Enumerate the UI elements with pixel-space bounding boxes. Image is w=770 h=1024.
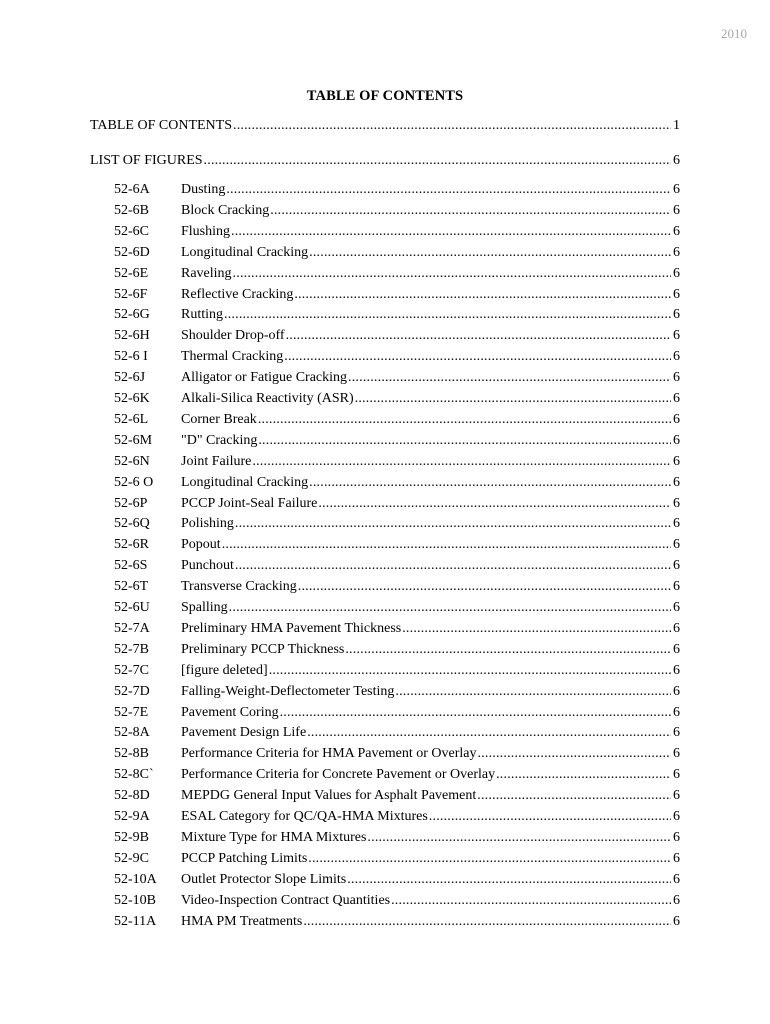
toc-entry-label: LIST OF FIGURES: [90, 153, 203, 168]
dot-leader: [309, 475, 671, 491]
figure-number: 52-6Q: [114, 516, 150, 532]
dot-leader: [496, 767, 671, 783]
figure-number: 52-6 O: [114, 474, 154, 490]
figure-label: Rutting: [181, 307, 224, 323]
dot-leader: [307, 725, 671, 741]
figure-number: 52-7E: [114, 704, 149, 720]
figure-number: 52-6P: [114, 495, 148, 511]
figure-page: 6: [673, 370, 680, 386]
figure-page: 6: [673, 182, 680, 197]
dot-leader: [284, 349, 671, 365]
figure-number: 52-7D: [114, 683, 150, 699]
figure-label: "D" Cracking: [181, 432, 258, 448]
dot-leader: [235, 558, 671, 574]
figure-entry[interactable]: [114, 914, 680, 932]
figure-page: 6: [673, 411, 680, 427]
dot-leader: [345, 642, 671, 658]
figure-entry[interactable]: [114, 266, 680, 284]
figure-label: HMA PM Treatments: [181, 913, 303, 929]
figure-page: 6: [673, 579, 680, 595]
figure-entry[interactable]: [114, 767, 680, 785]
figure-entry[interactable]: [114, 287, 680, 305]
figure-page: 6: [673, 328, 680, 344]
figure-page: 6: [673, 871, 680, 887]
figure-page: 6: [673, 244, 680, 260]
figure-page: 6: [673, 453, 680, 469]
figure-number: 52-6G: [114, 307, 150, 323]
figure-label: Alligator or Fatigue Cracking: [181, 370, 348, 386]
dot-leader: [226, 182, 671, 198]
figure-label: [figure deleted]: [181, 662, 268, 678]
figure-number: 52-7C: [114, 662, 149, 678]
figure-label: Polishing: [181, 516, 234, 532]
figure-label: Performance Criteria for HMA Pavement or Overlay: [181, 746, 477, 762]
figure-page: 6: [673, 307, 680, 323]
figure-entry[interactable]: [114, 433, 680, 451]
figure-entry[interactable]: [114, 663, 680, 681]
figure-entry[interactable]: [114, 600, 680, 618]
dot-leader: [429, 809, 671, 825]
figure-entry[interactable]: [114, 537, 680, 555]
dot-leader: [233, 118, 671, 134]
figure-label: Joint Failure: [181, 453, 252, 469]
figure-entry[interactable]: [114, 684, 680, 702]
dot-leader: [204, 153, 671, 169]
figure-number: 52-7B: [114, 641, 149, 657]
figure-number: 52-8D: [114, 788, 150, 804]
figure-entry[interactable]: [114, 224, 680, 242]
figure-label: Mixture Type for HMA Mixtures: [181, 829, 367, 845]
toc-entry-page: 6: [673, 153, 680, 168]
figure-page: 6: [673, 223, 680, 239]
figure-entry[interactable]: [114, 370, 680, 388]
dot-leader: [355, 391, 671, 407]
figure-page: 6: [673, 809, 680, 824]
figure-number: 52-6C: [114, 223, 149, 239]
dot-leader: [391, 893, 671, 909]
figure-entry[interactable]: [114, 516, 680, 534]
figure-label: Falling-Weight-Deflectometer Testing: [181, 683, 395, 699]
figure-entry[interactable]: [114, 725, 680, 743]
figure-number: 52-6S: [114, 558, 148, 574]
toc-entry-list-of-figures[interactable]: [90, 153, 680, 171]
figure-entry[interactable]: [114, 705, 680, 723]
figure-entry[interactable]: [114, 893, 680, 911]
figure-label: Punchout: [181, 558, 234, 574]
figure-entry[interactable]: [114, 328, 680, 346]
dot-leader: [477, 746, 671, 762]
dot-leader: [308, 851, 671, 867]
figure-number: 52-6K: [114, 391, 150, 406]
figure-number: 52-6M: [114, 432, 153, 448]
figure-page: 6: [673, 558, 680, 574]
header-year: 2010: [721, 26, 747, 41]
figure-page: 6: [673, 641, 680, 657]
figure-entry[interactable]: [114, 245, 680, 263]
figure-label: Dusting: [181, 182, 226, 197]
figure-page: 6: [673, 202, 680, 218]
figure-number: 52-10B: [114, 892, 156, 908]
figure-page: 6: [673, 829, 680, 845]
figure-page: 6: [673, 349, 680, 365]
dot-leader: [477, 788, 671, 804]
figure-number: 52-9A: [114, 809, 150, 824]
figure-label: ESAL Category for QC/QA-HMA Mixtures: [181, 809, 428, 824]
figure-entry[interactable]: [114, 788, 680, 806]
figure-entry[interactable]: [114, 830, 680, 848]
dot-leader: [231, 224, 671, 240]
figure-page: 6: [673, 850, 680, 866]
figure-entry[interactable]: [114, 558, 680, 576]
figure-number: 52-6J: [114, 370, 146, 386]
figure-page: 6: [673, 892, 680, 908]
figure-number: 52-6B: [114, 202, 149, 218]
figure-label: Spalling: [181, 600, 228, 615]
figure-label: Performance Criteria for Concrete Pavement or Overlay: [181, 767, 496, 783]
dot-leader: [402, 621, 671, 637]
figure-label: Video-Inspection Contract Quantities: [181, 892, 391, 908]
figure-entry[interactable]: [114, 307, 680, 325]
figure-page: 6: [673, 788, 680, 804]
figure-label: Reflective Cracking: [181, 286, 294, 302]
page-title: TABLE OF CONTENTS: [306, 88, 464, 104]
toc-entry-label: TABLE OF CONTENTS: [90, 118, 232, 133]
dot-leader: [233, 266, 671, 282]
figure-number: 52-6T: [114, 579, 149, 595]
figure-number: 52-9B: [114, 829, 149, 845]
dot-leader: [318, 496, 671, 512]
figure-label: Block Cracking: [181, 202, 270, 218]
dot-leader: [309, 245, 671, 261]
figure-label: Alkali-Silica Reactivity (ASR): [181, 391, 354, 406]
figure-page: 6: [673, 913, 680, 929]
figure-page: 6: [673, 725, 680, 741]
dot-leader: [258, 412, 671, 428]
dot-leader: [348, 370, 671, 386]
figure-entry[interactable]: [114, 203, 680, 221]
figure-label: Preliminary HMA Pavement Thickness: [181, 620, 402, 636]
dot-leader: [286, 328, 671, 344]
figure-label: Preliminary PCCP Thickness: [181, 641, 345, 657]
dot-leader: [269, 663, 671, 679]
figure-number: 52-8A: [114, 725, 150, 741]
figure-entry[interactable]: [114, 809, 680, 827]
figure-label: Transverse Cracking: [181, 579, 297, 595]
figure-number: 52-6N: [114, 453, 150, 469]
figure-number: 52-6H: [114, 328, 150, 344]
figure-page: 6: [673, 620, 680, 636]
figure-page: 6: [673, 286, 680, 302]
toc-entry-page: 1: [673, 118, 680, 133]
figure-label: MEPDG General Input Values for Asphalt Pavement: [181, 788, 477, 804]
figure-label: Outlet Protector Slope Limits: [181, 871, 347, 887]
figure-label: Longitudinal Cracking: [181, 474, 309, 490]
figure-page: 6: [673, 662, 680, 678]
figure-number: 52-6 I: [114, 349, 148, 365]
dot-leader: [270, 203, 671, 219]
figure-entry[interactable]: [114, 412, 680, 430]
figure-number: 52-11A: [114, 913, 157, 929]
figure-entry[interactable]: [114, 475, 680, 493]
dot-leader: [347, 872, 671, 888]
toc-entry-table-of-contents[interactable]: [90, 118, 680, 136]
figure-label: Longitudinal Cracking: [181, 244, 309, 260]
figure-entry[interactable]: [114, 454, 680, 472]
figure-page: 6: [673, 265, 680, 281]
figure-number: 52-7A: [114, 620, 150, 636]
figure-entry[interactable]: [114, 872, 680, 890]
figure-label: Popout: [181, 537, 221, 553]
figure-page: 6: [673, 704, 680, 720]
figure-page: 6: [673, 767, 680, 783]
figure-page: 6: [673, 600, 680, 615]
figure-page: 6: [673, 537, 680, 553]
figure-number: 52-8B: [114, 746, 149, 762]
figure-entry[interactable]: [114, 391, 680, 409]
figure-page: 6: [673, 683, 680, 699]
figure-label: Thermal Cracking: [181, 349, 284, 365]
figure-number: 52-6U: [114, 600, 150, 615]
figure-label: Pavement Design Life: [181, 725, 307, 741]
figure-page: 6: [673, 746, 680, 762]
dot-leader: [252, 454, 671, 470]
figure-label: Shoulder Drop-off: [181, 328, 285, 344]
dot-leader: [280, 705, 671, 721]
dot-leader: [229, 600, 671, 616]
figure-page: 6: [673, 474, 680, 490]
figure-entry[interactable]: [114, 746, 680, 764]
figure-page: 6: [673, 432, 680, 448]
figure-number: 52-6L: [114, 411, 149, 427]
dot-leader: [222, 537, 671, 553]
figure-number: 52-6R: [114, 537, 149, 553]
figure-entry[interactable]: [114, 851, 680, 869]
figure-number: 52-6D: [114, 244, 150, 260]
figure-number: 52-6F: [114, 286, 148, 302]
dot-leader: [395, 684, 671, 700]
dot-leader: [224, 307, 671, 323]
figure-number: 52-9C: [114, 850, 149, 866]
figure-page: 6: [673, 516, 680, 532]
dot-leader: [258, 433, 671, 449]
figure-label: Flushing: [181, 223, 231, 239]
figure-label: Corner Break: [181, 411, 257, 427]
dot-leader: [235, 516, 671, 532]
figure-number: 52-10A: [114, 871, 157, 887]
figure-page: 6: [673, 391, 680, 406]
figure-number: 52-6E: [114, 265, 149, 281]
figure-entry[interactable]: [114, 349, 680, 367]
figure-entry[interactable]: [114, 182, 680, 200]
dot-leader: [367, 830, 671, 846]
dot-leader: [298, 579, 671, 595]
figure-number: 52-6A: [114, 182, 150, 197]
figure-entry[interactable]: [114, 496, 680, 514]
figure-label: Pavement Coring: [181, 704, 279, 720]
dot-leader: [303, 914, 671, 930]
figure-number: 52-8C`: [114, 767, 154, 783]
figure-label: Raveling: [181, 265, 232, 281]
figure-entry[interactable]: [114, 579, 680, 597]
dot-leader: [294, 287, 671, 303]
figure-label: PCCP Patching Limits: [181, 850, 308, 866]
figure-page: 6: [673, 495, 680, 511]
figure-label: PCCP Joint-Seal Failure: [181, 495, 318, 511]
figure-entry[interactable]: [114, 621, 680, 639]
figure-entry[interactable]: [114, 642, 680, 660]
